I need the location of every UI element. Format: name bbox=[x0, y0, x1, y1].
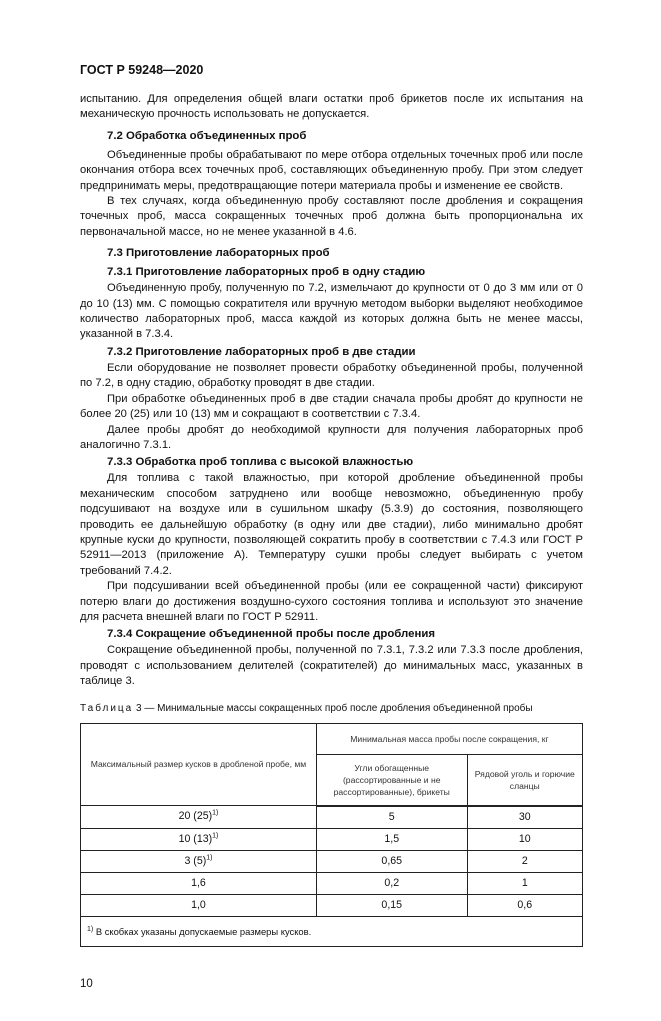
cell-enriched: 0,2 bbox=[316, 872, 467, 894]
footnote-ref: 1) bbox=[212, 832, 219, 840]
section-heading-7-3-3: 7.3.3 Обработка проб топлива с высокой влажностью bbox=[107, 456, 414, 469]
header-max-size: Максимальный размер кусков в дробленой пробе, мм bbox=[81, 723, 317, 806]
page-number: 10 bbox=[80, 977, 93, 990]
size-value: 1,6 bbox=[191, 876, 206, 889]
cell-ordinary: 2 bbox=[467, 850, 582, 872]
document-header: ГОСТ Р 59248—2020 bbox=[80, 63, 204, 77]
paragraph: Для топлива с такой влажностью, при которой дробление объединенной пробы механическим способом затруднено или вообще невозможно, объединенную пробу подсушивают на воздухе или в сушильном шкафу (5.3.9) до состояния, позволяющего проводить ее дальнейшую обработку (в одну или две стадии), либо минимально дробят крупные куски до крупности, позволяющей сократить пробу в соответствии с 7.4.3 или ГОСТ Р 52911—2013 (приложение А). Температуру сушки пробы следует выбирать с учетом требований 7.4.2. bbox=[80, 472, 583, 577]
cell-enriched: 5 bbox=[316, 806, 467, 829]
cell-size bbox=[81, 872, 317, 894]
size-value: 10 (13) bbox=[178, 832, 213, 845]
size-value: 1,0 bbox=[191, 898, 206, 911]
section-heading-7-2: 7.2 Обработка объединенных проб bbox=[107, 129, 307, 142]
paragraph: Если оборудование не позволяет провести обработку объединенной пробы, полученной по 7.2, в одну стадию, обработку проводят в две стадии. bbox=[80, 361, 583, 390]
header-min-mass: Минимальная масса пробы после сокращения, кг bbox=[316, 723, 582, 754]
table-row bbox=[81, 850, 583, 872]
table-row bbox=[81, 894, 583, 916]
cell-enriched: 0,65 bbox=[316, 850, 467, 872]
cell-enriched: 1,5 bbox=[316, 828, 467, 850]
table-3 bbox=[80, 723, 583, 947]
footnote-ref: 1) bbox=[212, 809, 219, 817]
section-heading-7-3-1: 7.3.1 Приготовление лабораторных проб в одну стадию bbox=[107, 266, 426, 279]
footnote-ref: 1) bbox=[206, 854, 213, 862]
cell-size bbox=[81, 806, 317, 829]
table-row bbox=[81, 872, 583, 894]
footnote-mark: 1) bbox=[87, 925, 94, 933]
cell-enriched: 0,15 bbox=[316, 894, 467, 916]
paragraph: Далее пробы дробят до необходимой крупности для получения лабораторных проб аналогично 7.3.1. bbox=[80, 423, 583, 451]
paragraph: При подсушивании всей объединенной пробы (или ее сокращенной части) фиксируют потерю влаги до достижения воздушно-сухого состояния топлива и используют это значение для расчета внешней влаги по ГОСТ Р 52911. bbox=[80, 580, 583, 623]
size-value: 20 (25) bbox=[178, 810, 213, 823]
footnote-text: В скобках указаны допускаемые размеры кусков. bbox=[95, 925, 312, 937]
document-body bbox=[80, 92, 583, 690]
table-row bbox=[81, 806, 583, 829]
header-enriched-coal: Угли обогащенные (рассортированные и не рассортированные), брикеты bbox=[316, 754, 467, 806]
cell-ordinary: 30 bbox=[467, 806, 582, 829]
cell-ordinary: 10 bbox=[467, 828, 582, 850]
header-ordinary-coal: Рядовой уголь и горючие сланцы bbox=[467, 754, 582, 806]
table-caption-label: Таблица bbox=[80, 702, 134, 714]
table-caption-text: 3 — Минимальные массы сокращенных проб после дробления объединенной пробы bbox=[136, 702, 533, 714]
cell-ordinary: 1 bbox=[467, 872, 582, 894]
paragraph: При обработке объединенных проб в две стадии сначала пробы дробят до крупности не более 20 (25) или 10 (13) мм и сокращают в соответствии с 7.3.4. bbox=[80, 392, 583, 421]
cell-size bbox=[81, 850, 317, 872]
section-heading-7-3-4: 7.3.4 Сокращение объединенной пробы после дробления bbox=[107, 628, 435, 641]
paragraph: Объединенную пробу, полученную по 7.2, измельчают до крупности от 0 до 3 мм или от 0 до 10 (13) мм. С помощью сократителя или вручную методом выборки выделяют необходимое количество лабораторных проб, масса каждой из которых должна быть не менее массы, указанной в 7.3.4. bbox=[80, 282, 583, 341]
section-heading-7-3-2: 7.3.2 Приготовление лабораторных проб в две стадии bbox=[107, 345, 416, 358]
paragraph: испытанию. Для определения общей влаги остатки проб брикетов после их испытания на механическую прочность использовать не допускается. bbox=[80, 93, 583, 121]
table-caption bbox=[80, 702, 583, 715]
paragraph: В тех случаях, когда объединенную пробу составляют после дробления и сокращения точечных проб, масса сокращенных точечных проб должна быть пропорциональна их первоначальной массе, но не менее указанной в 4.6. bbox=[80, 195, 583, 238]
cell-ordinary: 0,6 bbox=[467, 894, 582, 916]
paragraph: Объединенные пробы обрабатывают по мере отбора отдельных точечных проб или после окончания отбора всех точечных проб, составляющих объединенную пробу. При этом следует предпринимать меры, предотвращающие потери материала пробы и изменение ее свойств. bbox=[80, 148, 583, 192]
paragraph: Сокращение объединенной пробы, полученной по 7.3.1, 7.3.2 или 7.3.3 после дробления, проводят с использованием делителей (сократителей) до минимальных масс, указанных в таблице 3. bbox=[80, 644, 583, 688]
table-row bbox=[81, 828, 583, 850]
cell-size bbox=[81, 828, 317, 850]
size-value: 3 (5) bbox=[184, 854, 207, 867]
section-heading-7-3: 7.3 Приготовление лабораторных проб bbox=[107, 247, 330, 260]
cell-size bbox=[81, 894, 317, 916]
table-footnote bbox=[81, 916, 583, 946]
